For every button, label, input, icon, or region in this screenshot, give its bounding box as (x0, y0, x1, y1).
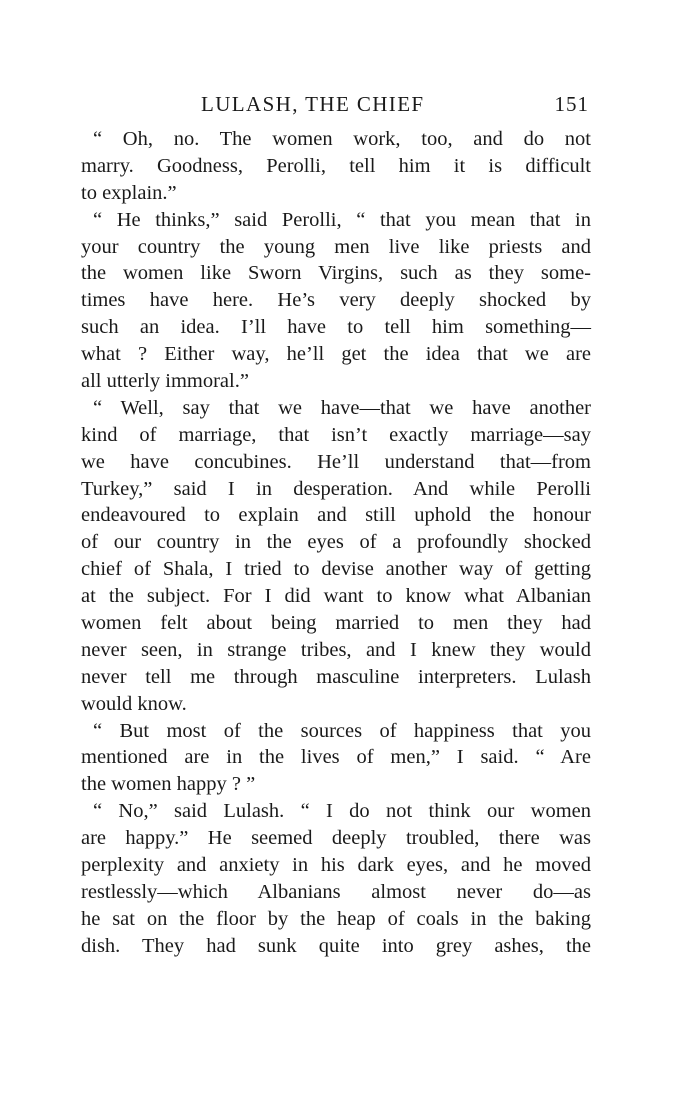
text-line: of our country in the eyes of a profoundly shocked (81, 531, 591, 554)
text-line: all utterly immoral.” (81, 370, 249, 393)
text-line: your country the young men live like priests and (81, 235, 591, 258)
running-head (81, 92, 591, 126)
text-line: what ? Either way, he’ll get the idea that we are (81, 343, 591, 366)
running-title: LULASH, THE CHIEF (201, 92, 425, 116)
text-line: to explain.” (81, 181, 177, 204)
text-line: are happy.” He seemed deeply troubled, there was (81, 827, 591, 850)
text-line: times have here. He’s very deeply shocked by (81, 289, 591, 312)
text-line: such an idea. I’ll have to tell him something— (81, 316, 591, 339)
text-line: “ Well, say that we have—that we have another (93, 396, 591, 419)
text-line: chief of Shala, I tried to devise another way of getting (81, 558, 591, 581)
text-line: the women happy ? ” (81, 773, 256, 796)
text-line: kind of marriage, that isn’t exactly marriage—say (81, 423, 591, 446)
body-text (81, 126, 591, 960)
text-line: he sat on the floor by the heap of coals in the baking (81, 907, 591, 930)
text-line: “ No,” said Lulash. “ I do not think our women (93, 800, 591, 823)
text-line: perplexity and anxiety in his dark eyes, and he moved (81, 854, 591, 877)
text-line: never tell me through masculine interpreters. Lulash (81, 665, 591, 688)
text-line: we have concubines. He’ll understand that—from (81, 450, 591, 473)
text-line: would know. (81, 692, 187, 715)
text-line: mentioned are in the lives of men,” I said. “ Are (81, 746, 591, 769)
text-line: never seen, in strange tribes, and I knew they would (81, 638, 591, 661)
book-page (81, 92, 591, 960)
text-line: the women like Sworn Virgins, such as they some- (81, 262, 591, 285)
text-line: “ He thinks,” said Perolli, “ that you mean that in (93, 208, 591, 231)
text-line: endeavoured to explain and still uphold the honour (81, 504, 591, 527)
text-line: dish. They had sunk quite into grey ashes, the (81, 934, 591, 957)
text-line: women felt about being married to men they had (81, 612, 591, 635)
text-line: at the subject. For I did want to know what Albanian (81, 585, 591, 608)
page-number: 151 (554, 92, 589, 116)
text-line: Turkey,” said I in desperation. And while Perolli (81, 477, 591, 500)
text-line: “ But most of the sources of happiness that you (93, 719, 591, 742)
text-line: restlessly—which Albanians almost never do—as (81, 880, 591, 903)
text-line: “ Oh, no. The women work, too, and do not (93, 128, 591, 150)
text-line: marry. Goodness, Perolli, tell him it is difficult (81, 154, 591, 177)
